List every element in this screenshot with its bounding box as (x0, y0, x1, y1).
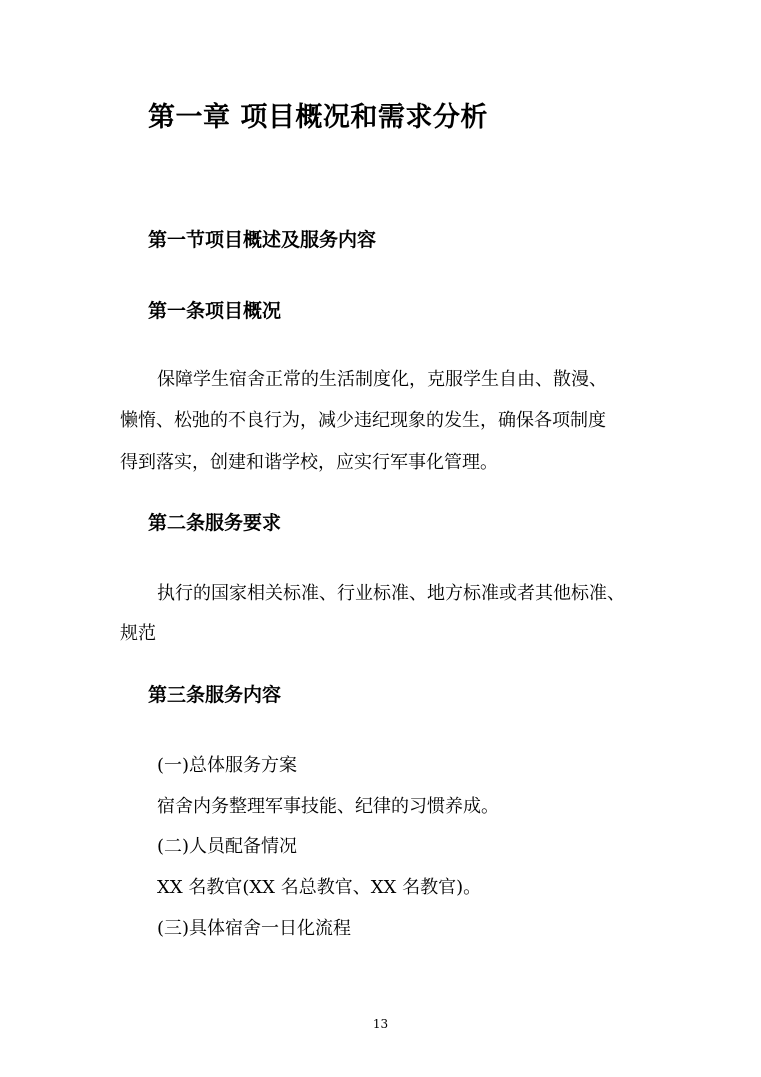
chapter-title: 第一章 项目概况和需求分析 (148, 102, 488, 133)
article3-item: 宿舍内务整理军事技能、纪律的习惯养成。 (157, 796, 499, 817)
article1-title: 第一条项目概况 (148, 300, 282, 322)
section-title: 第一节项目概述及服务内容 (148, 229, 377, 251)
article1-line: 懒惰、松弛的不良行为，减少违纪现象的发生，确保各项制度 (120, 410, 606, 431)
article3-title: 第三条服务内容 (148, 684, 282, 706)
article1-line: 保障学生宿舍正常的生活制度化，克服学生自由、散漫、 (157, 369, 607, 390)
article2-title: 第二条服务要求 (148, 512, 282, 534)
article1-line: 得到落实，创建和谐学校，应实行军事化管理。 (120, 452, 498, 473)
article3-item: (一)总体服务方案 (157, 755, 298, 776)
article3-item: XX 名教官(XX 名总教官、XX 名教官)。 (157, 877, 482, 898)
article3-item: (二)人员配备情况 (157, 836, 298, 857)
page-number: 13 (372, 1017, 389, 1031)
article3-item: (三)具体宿舍一日化流程 (157, 918, 352, 939)
article2-line: 执行的国家相关标准、行业标准、地方标准或者其他标准、 (157, 583, 625, 604)
article2-line: 规范 (120, 623, 156, 644)
